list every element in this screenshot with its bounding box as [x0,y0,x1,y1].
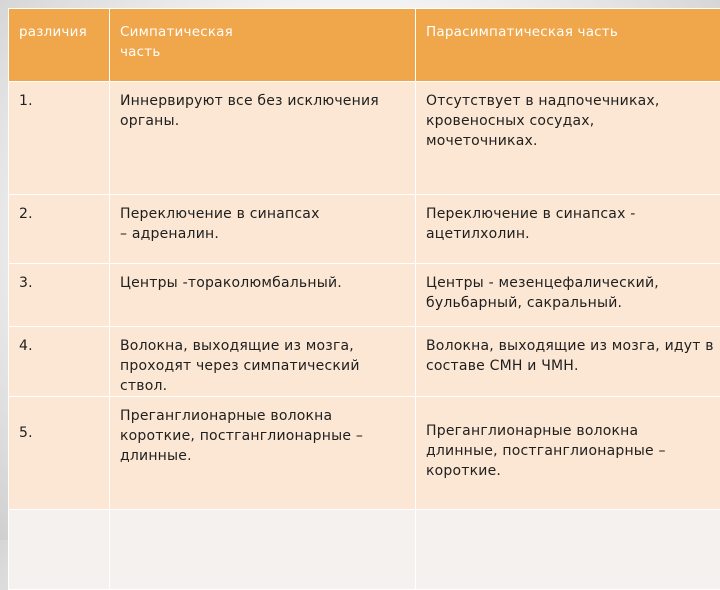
row-number: 1. [9,82,110,195]
comparison-table [8,8,720,590]
row-number: 2. [9,195,110,264]
cell-parasympathetic: Волокна, выходящие из мозга, идут в составе СМН и ЧМН. [416,327,720,397]
cell-sympathetic [110,397,416,510]
table-row [9,195,720,264]
row-number: 5. [9,397,110,510]
cell-sympathetic-text: Преганглионарные волокна короткие, постганглионарные – длинные. [120,406,370,466]
empty-cell [9,510,110,590]
cell-sympathetic: Волокна, выходящие из мозга, проходят через симпатический ствол. [110,327,416,397]
header-sympathetic-label: Симпатическая часть [120,22,270,62]
row-number: 4. [9,327,110,397]
header-row [9,9,720,82]
cell-sympathetic: Иннервируют все без исключения органы. [110,82,416,195]
cell-parasympathetic-text: Преганглионарные волокна длинные, постганглионарные – короткие. [426,421,676,481]
table-row [9,264,720,327]
cell-parasympathetic [416,397,720,510]
table-row [9,82,720,195]
empty-cell [416,510,720,590]
table-row-empty [9,510,720,590]
table-header [9,9,720,82]
cell-parasympathetic [416,195,720,264]
cell-sympathetic-text: Переключение в синапсах – адреналин. [120,204,320,244]
cell-sympathetic [110,195,416,264]
cell-parasympathetic [416,82,720,195]
cell-sympathetic: Центры -тораколюмбальный. [110,264,416,327]
empty-cell [110,510,416,590]
table-body [9,82,720,590]
table-row [9,327,720,397]
cell-parasympathetic-text: Переключение в синапсах - ацетилхолин. [426,204,646,244]
row-number: 3. [9,264,110,327]
header-sympathetic [110,9,416,82]
cell-parasympathetic-text: Отсутствует в надпочечниках, кровеносных сосудах, мочеточниках. [426,91,666,151]
cell-parasympathetic: Центры - мезенцефалический, бульбарный, сакральный. [416,264,720,327]
table-row [9,397,720,510]
header-differences: различия [9,9,110,82]
header-parasympathetic: Парасимпатическая часть [416,9,720,82]
